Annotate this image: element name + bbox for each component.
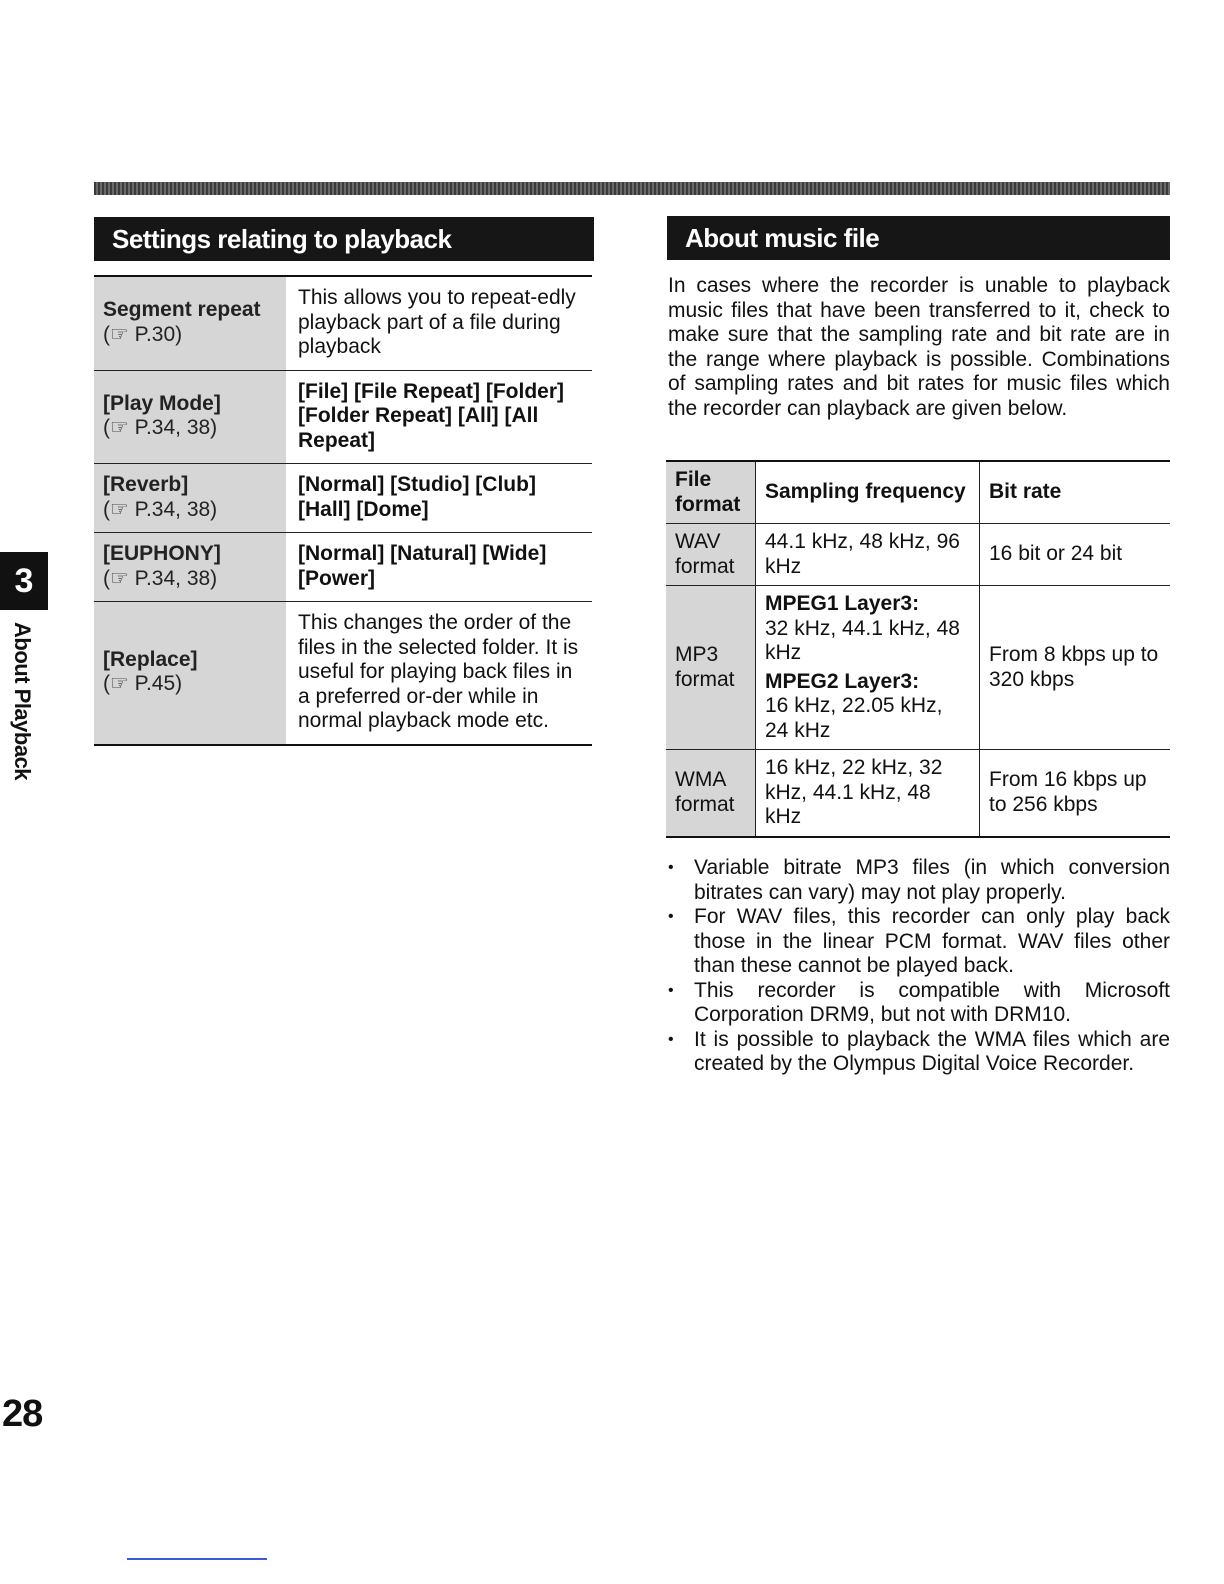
music-format-table: [666, 460, 1170, 838]
mpeg1-frequency: 32 kHz, 44.1 kHz, 48 kHz: [765, 616, 960, 664]
list-item: • It is possible to playback the WMA files which are created by the Olympus Digital Voice Recorder.: [668, 1028, 1170, 1077]
setting-label-cell: [94, 370, 286, 464]
setting-label: [Replace]: [103, 647, 198, 671]
bitrate-cell: From 16 kbps up to 256 kbps: [989, 768, 1147, 816]
page-reference: (☞ P.34, 38): [103, 566, 218, 590]
mpeg2-block: [765, 670, 971, 744]
setting-label: [EUPHONY]: [103, 542, 221, 565]
mpeg2-label: MPEG2 Layer3:: [765, 669, 920, 693]
music-section-title: About music file: [667, 216, 1170, 260]
settings-section-title: Settings relating to playback: [94, 217, 594, 261]
setting-label-cell: [94, 276, 286, 370]
mpeg1-block: [765, 592, 971, 666]
page-number: 28: [2, 1393, 43, 1435]
table-row: [94, 464, 592, 533]
notes-list: [668, 856, 1170, 1077]
table-row: [666, 586, 1170, 750]
mpeg1-label: MPEG1 Layer3:: [765, 592, 920, 615]
format-cell: WAV format: [666, 524, 756, 586]
music-intro-paragraph: In cases where the recorder is unable to playback music files that have been transferred to it, check to make sure that the sampling rate and bit rate are in the range where playback is possible. Combinations of sampling rates and bit rates for music files which the recorder can playback are given below.: [668, 274, 1170, 420]
setting-label: [Play Mode]: [103, 391, 221, 415]
table-row: [94, 533, 592, 602]
page-reference: (☞ P.30): [103, 322, 183, 346]
table-row: [94, 602, 592, 745]
header-file-format: File format: [666, 461, 756, 524]
page-reference: (☞ P.45): [103, 672, 183, 696]
format-cell: MP3 format: [666, 586, 756, 750]
setting-label-cell: [94, 533, 286, 602]
header-bit-rate: Bit rate: [989, 480, 1062, 504]
mpeg2-frequency: 16 kHz, 22.05 kHz, 24 kHz: [765, 694, 943, 742]
chapter-title-vertical: About Playback: [10, 622, 35, 781]
table-row: [94, 370, 592, 464]
footer-rule: [127, 1558, 267, 1560]
list-item: • This recorder is compatible with Microsoft Corporation DRM9, but not with DRM10.: [668, 979, 1170, 1028]
list-item: • Variable bitrate MP3 files (in which conversion bitrates can vary) may not play properly.: [668, 856, 1170, 905]
frequency-cell: [756, 586, 980, 750]
bitrate-cell: 16 bit or 24 bit: [989, 542, 1123, 566]
setting-description: [Normal] [Natural] [Wide] [Power]: [298, 542, 547, 590]
table-row: [94, 276, 592, 370]
setting-label: [Reverb]: [103, 473, 189, 496]
setting-description: This changes the order of the files in the selected folder. It is useful for playing back files in a preferred or-der while in normal playback mode etc.: [298, 611, 579, 732]
header-sampling-frequency: Sampling frequency: [756, 461, 980, 524]
setting-description: [File] [File Repeat] [Folder] [Folder Repeat] [All] [All Repeat]: [298, 379, 565, 452]
setting-description: [Normal] [Studio] [Club] [Hall] [Dome]: [298, 473, 536, 521]
table-row: [666, 524, 1170, 586]
frequency-cell: 44.1 kHz, 48 kHz, 96 kHz: [756, 524, 980, 586]
list-item: • For WAV files, this recorder can only play back those in the linear PCM format. WAV files other than these cannot be played back.: [668, 905, 1170, 979]
setting-label-cell: [94, 464, 286, 533]
settings-table: [94, 275, 592, 746]
setting-description: This allows you to repeat-edly playback part of a file during playback: [298, 286, 576, 358]
format-cell: WMA format: [666, 750, 756, 837]
frequency-cell: 16 kHz, 22 kHz, 32 kHz, 44.1 kHz, 48 kHz: [756, 750, 980, 837]
setting-label: Segment repeat: [103, 298, 261, 322]
page-reference: (☞ P.34, 38): [103, 416, 218, 440]
table-header-row: [666, 461, 1170, 524]
page-reference: (☞ P.34, 38): [103, 497, 218, 521]
table-row: [666, 750, 1170, 837]
header-rule: [94, 182, 1170, 195]
setting-label-cell: [94, 602, 286, 745]
bitrate-cell: From 8 kbps up to 320 kbps: [989, 643, 1159, 691]
chapter-number-tab: 3: [0, 552, 48, 610]
